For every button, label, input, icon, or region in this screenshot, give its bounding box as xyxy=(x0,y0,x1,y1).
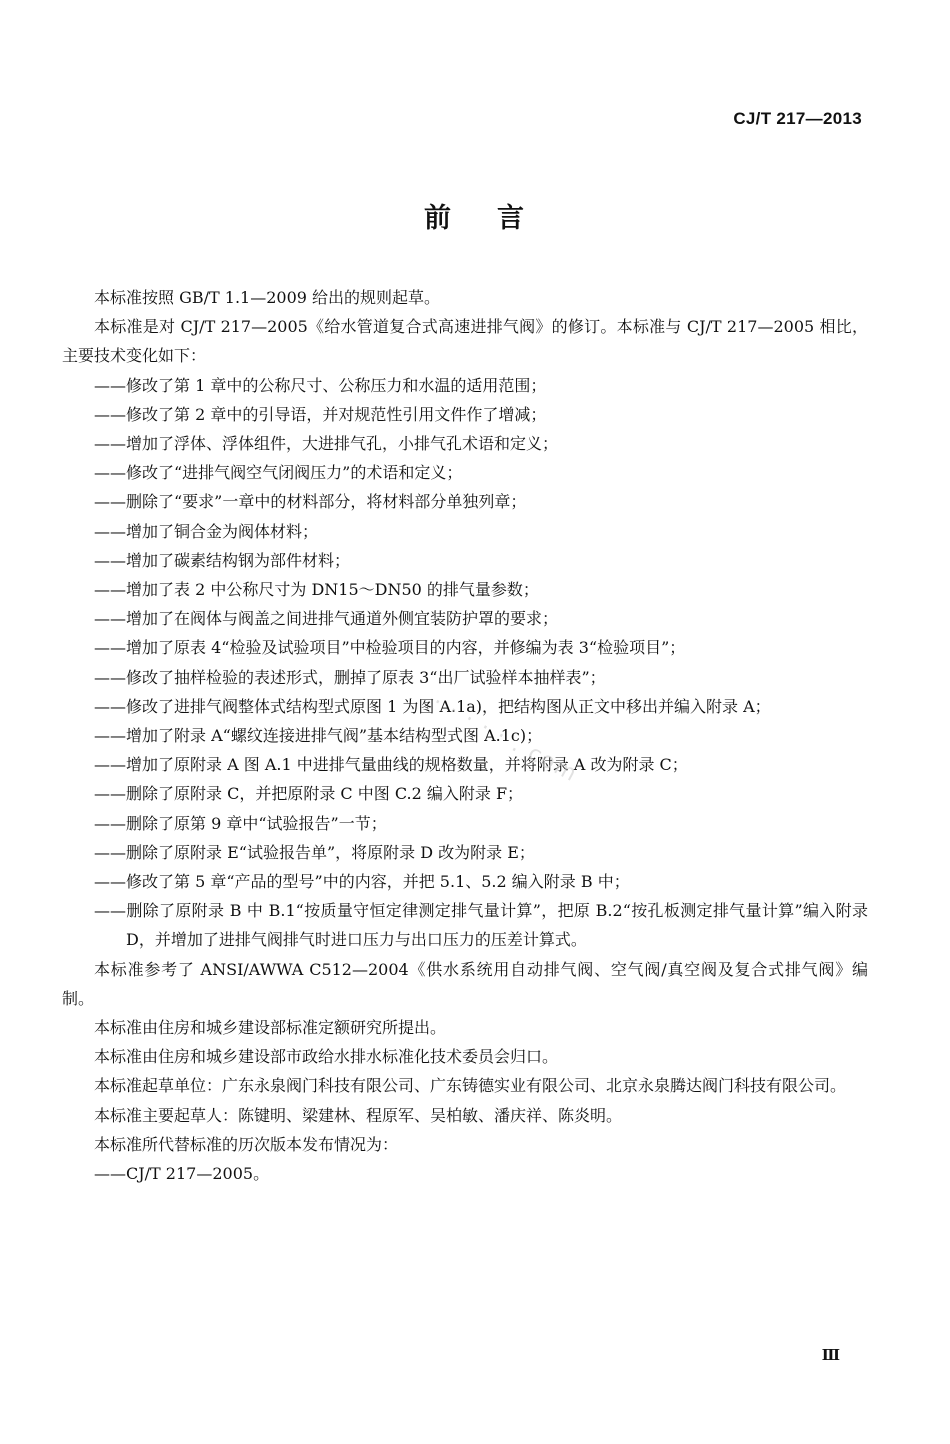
change-item: ——增加了原表 4“检验及试验项目”中检验项目的内容，并修编为表 3“检验项目”； xyxy=(94,638,686,658)
title-char-1: 前 xyxy=(424,203,453,234)
paragraph: 本标准主要起草人：陈键明、梁建林、程原军、吴柏敏、潘庆祥、陈炎明。 xyxy=(94,1105,623,1125)
paragraph: 本标准起草单位：广东永泉阀门科技有限公司、广东铸德实业有限公司、北京永泉腾达阀门科技有限公司。 xyxy=(94,1076,847,1096)
change-item: ——增加了铜合金为阀体材料； xyxy=(94,521,319,541)
paragraph: 本标准是对 CJ/T 217—2005《给水管道复合式高速进排气阀》的修订。本标准与 CJ/T 217—2005 相比，主要技术变化如下： xyxy=(62,317,868,366)
change-item: ——修改了“进排气阀空气闭阀压力”的术语和定义； xyxy=(94,463,463,483)
change-item: ——增加了浮体、浮体组件，大进排气孔，小排气孔术语和定义； xyxy=(94,434,559,454)
change-item: ——修改了进排气阀整体式结构型式原图 1 为图 A.1a)，把结构图从正文中移出并编入附录 A； xyxy=(94,696,771,716)
change-item: ——修改了第 2 章中的引导语，并对规范性引用文件作了增减； xyxy=(94,404,547,424)
change-item: ——修改了第 5 章“产品的型号”中的内容，并把 5.1、5.2 编入附录 B 中； xyxy=(94,872,630,892)
title-char-2: 言 xyxy=(497,203,526,234)
standard-number: CJ/T 217—2013 xyxy=(733,109,862,128)
paragraph: 本标准参考了 ANSI/AWWA C512—2004《供水系统用自动排气阀、空气阀/真空阀及复合式排气阀》编制。 xyxy=(62,959,868,1008)
change-item: ——删除了原附录 B 中 B.1“按质量守恒定律测定排气量计算”，把原 B.2“按孔板测定排气量计算”编入附录 D，并增加了进排气阀排气时进口压力与出口压力的压差计算式。 xyxy=(94,901,868,950)
paragraph: 本标准所代替标准的历次版本发布情况为： xyxy=(94,1134,399,1154)
paragraph: 本标准由住房和城乡建设部市政给水排水标准化技术委员会归口。 xyxy=(94,1047,559,1067)
change-item: ——增加了原附录 A 图 A.1 中进排气量曲线的规格数量，并将附录 A 改为附录 C； xyxy=(94,755,688,775)
change-item: ——删除了原第 9 章中“试验报告”一节； xyxy=(94,813,387,833)
paragraph: 本标准由住房和城乡建设部标准定额研究所提出。 xyxy=(94,1018,447,1038)
change-item: ——增加了碳素结构钢为部件材料； xyxy=(94,550,351,570)
history-item: ——CJ/T 217—2005。 xyxy=(94,1164,270,1184)
page-number: Ⅲ xyxy=(821,1346,840,1364)
document-body xyxy=(62,283,868,1188)
change-item: ——增加了附录 A“螺纹连接进排气阀”基本结构型式图 A.1c)； xyxy=(94,726,543,746)
change-item: ——删除了原附录 E“试验报告单”，将原附录 D 改为附录 E； xyxy=(94,842,535,862)
change-item: ——修改了抽样检验的表述形式，删掉了原表 3“出厂试验样本抽样表”； xyxy=(94,667,606,687)
paragraph: 本标准按照 GB/T 1.1—2009 给出的规则起草。 xyxy=(94,288,441,307)
watermark: · · · · · . com xyxy=(428,690,583,788)
change-item: ——增加了表 2 中公称尺寸为 DN15～DN50 的排气量参数； xyxy=(94,580,539,600)
change-item: ——删除了原附录 C，并把原附录 C 中图 C.2 编入附录 F； xyxy=(94,784,524,804)
change-item: ——修改了第 1 章中的公称尺寸、公称压力和水温的适用范围； xyxy=(94,375,547,395)
page-title xyxy=(0,196,950,235)
change-item: ——删除了“要求”一章中的材料部分，将材料部分单独列章； xyxy=(94,492,527,512)
change-item: ——增加了在阀体与阀盖之间进排气通道外侧宜装防护罩的要求； xyxy=(94,609,559,629)
